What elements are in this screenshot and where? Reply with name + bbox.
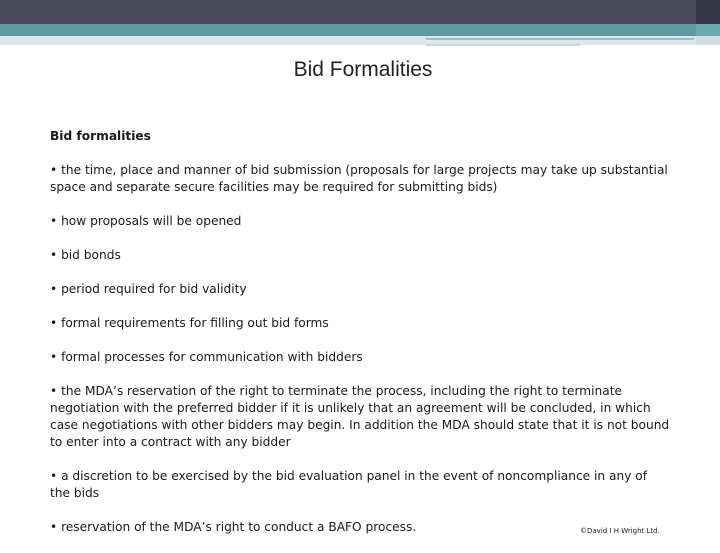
header-accent-line-short <box>426 44 580 46</box>
header-band-teal-corner <box>696 24 720 36</box>
slide-body <box>50 128 670 553</box>
header-band-light-corner <box>696 36 720 45</box>
slide-title: Bid Formalities <box>293 58 433 81</box>
header-band-dark <box>0 0 720 24</box>
bullet-item: • the MDA’s reservation of the right to terminate the process, including the right to terminate negotiation with the preferred bidder if it is unlikely that an agreement will be concluded, in which case negotiations with other bidders may begin. In addition the MDA should state that it is not bound to enter into a contract with any bidder <box>50 384 670 449</box>
slide-subtitle: Bid formalities <box>50 129 151 143</box>
bullet-item: • how proposals will be opened <box>50 214 242 228</box>
bullet-item: • period required for bid validity <box>50 282 247 296</box>
header-accent-line <box>426 38 694 40</box>
bullet-item: • a discretion to be exercised by the bid evaluation panel in the event of noncompliance in any of the bids <box>50 469 648 500</box>
bullet-item: • formal processes for communication with bidders <box>50 350 363 364</box>
header-band-dark-corner <box>696 0 720 24</box>
bullet-item: • the time, place and manner of bid submission (proposals for large projects may take up substantial space and separate secure facilities may be required for submitting bids) <box>50 163 668 194</box>
bullet-item: • bid bonds <box>50 248 121 262</box>
bullet-item: • formal requirements for filling out bid forms <box>50 316 329 330</box>
bullet-item: • reservation of the MDA’s right to conduct a BAFO process. <box>50 520 417 534</box>
header-band-teal <box>0 24 720 36</box>
copyright-footer: ©David I H Wright Ltd. <box>580 527 660 535</box>
